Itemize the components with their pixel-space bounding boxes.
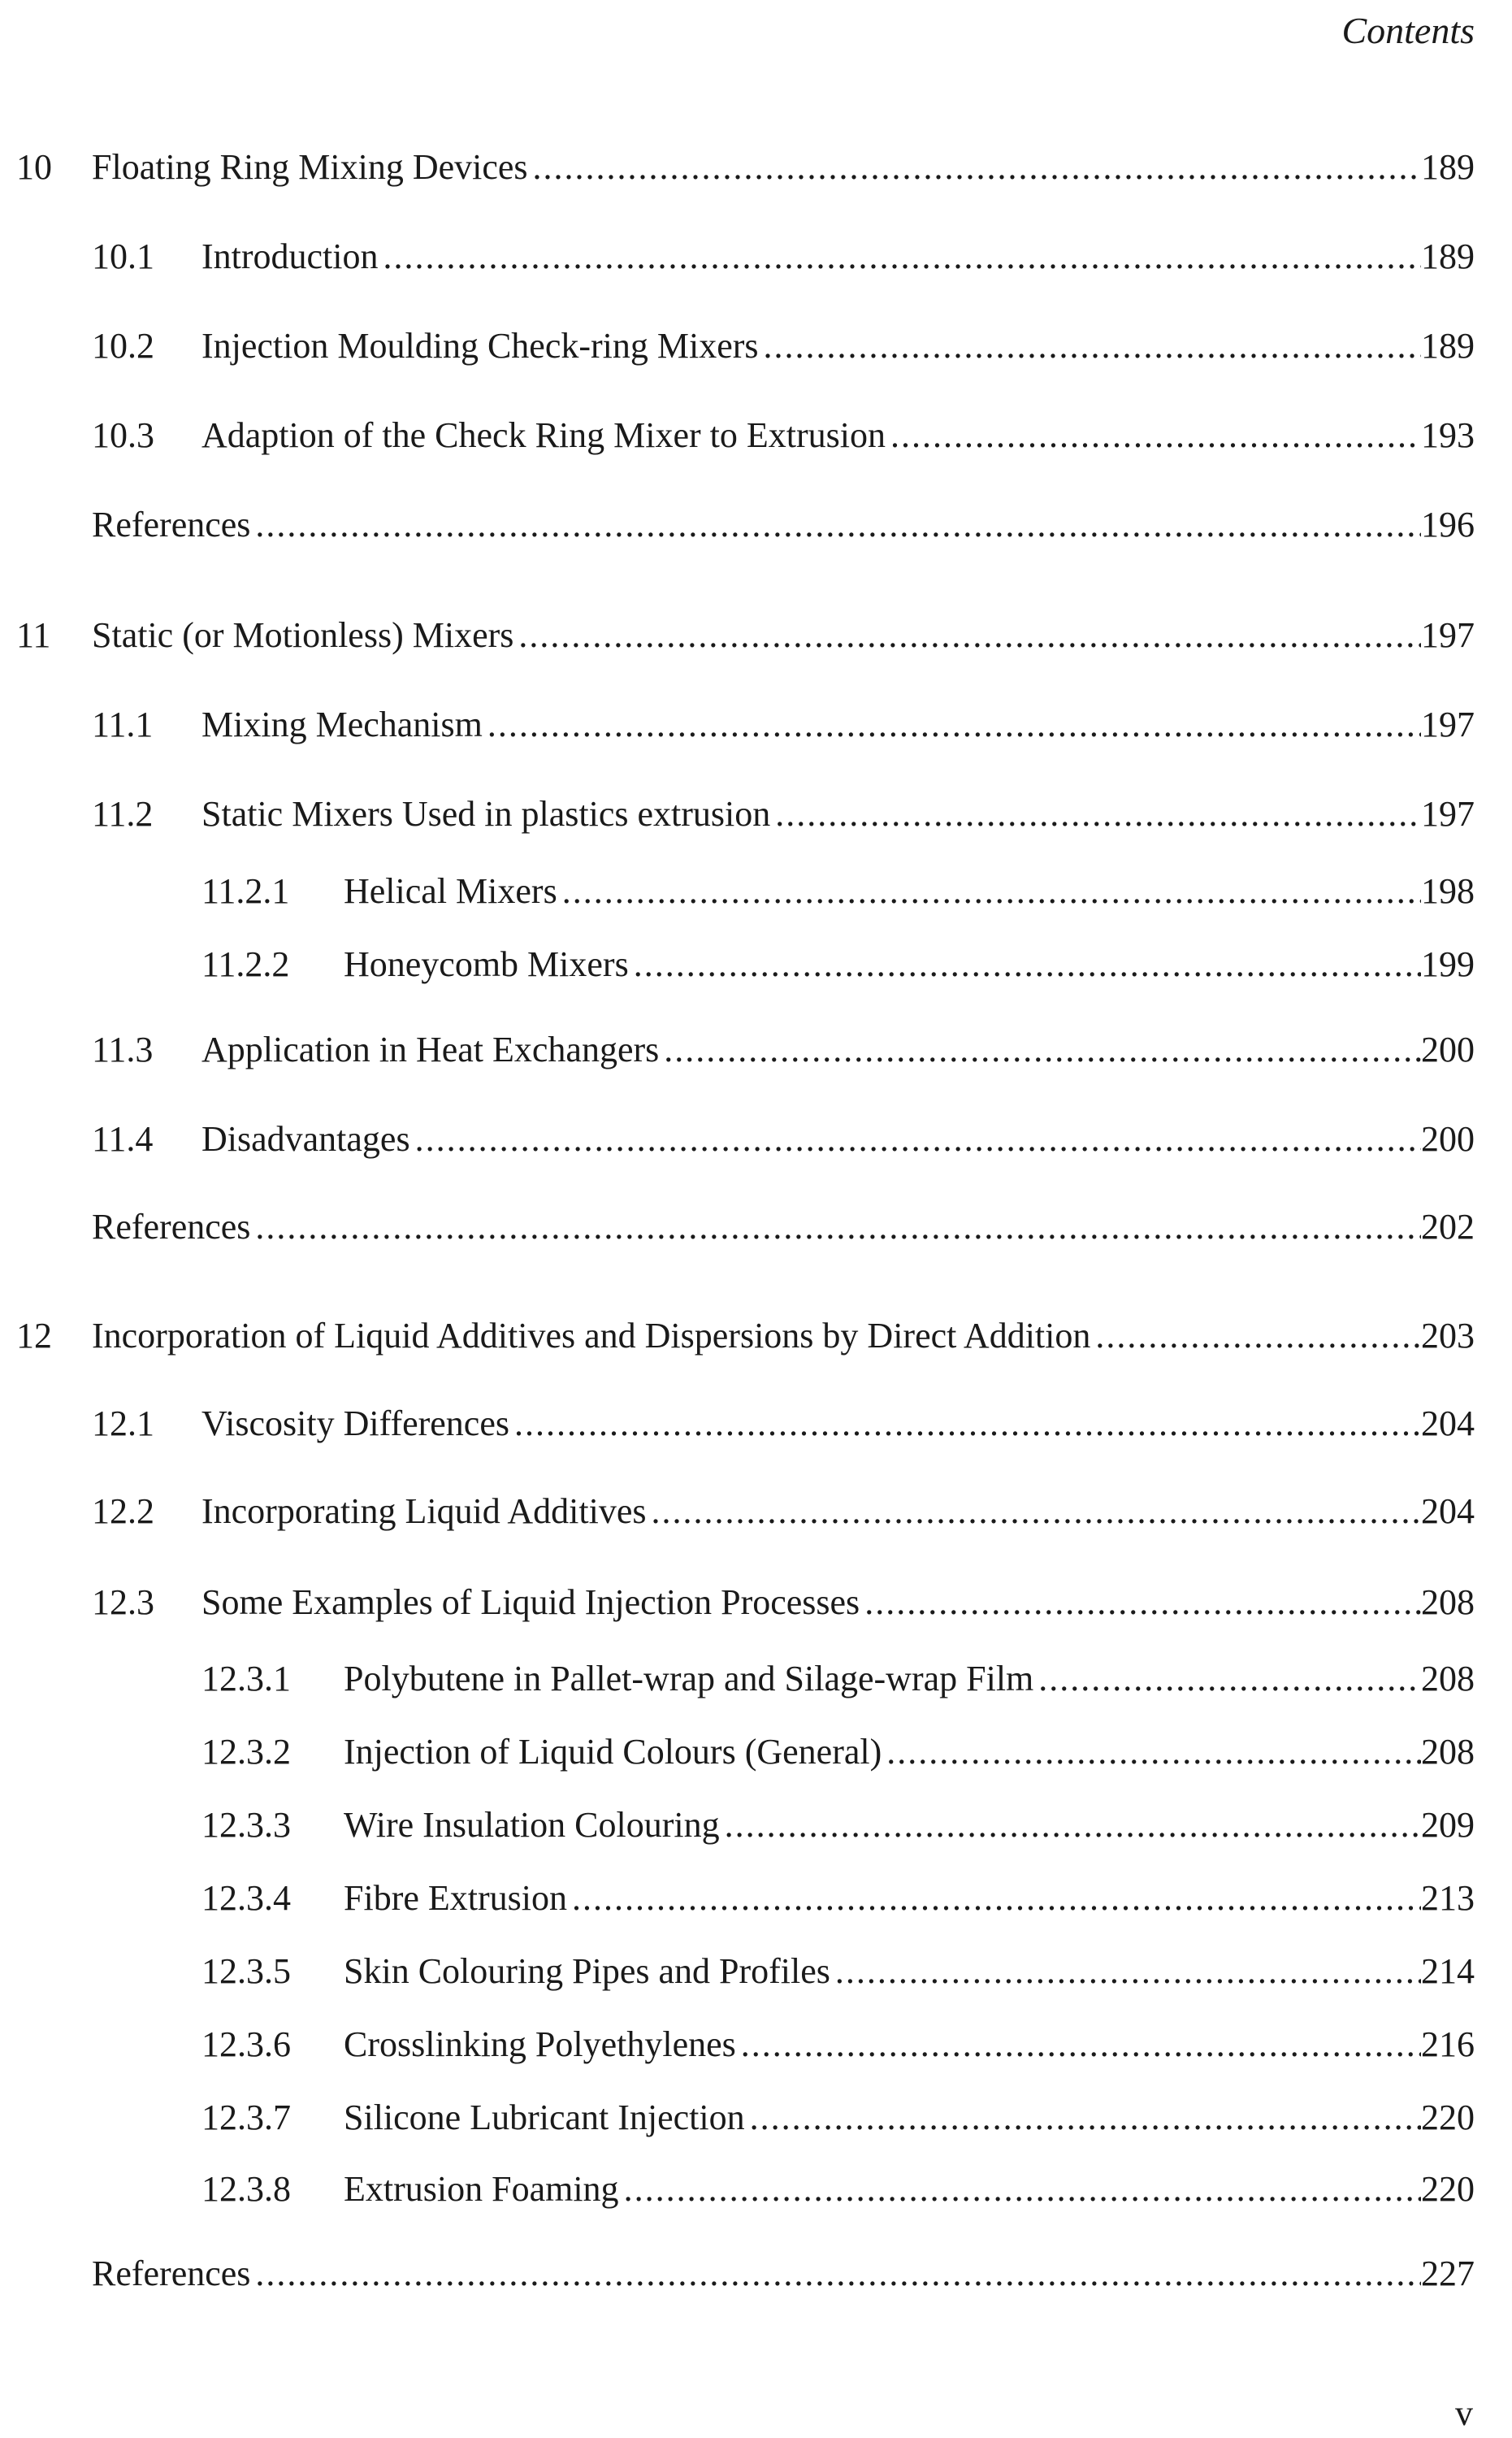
toc-entry-title[interactable]: Some Examples of Liquid Injection Processes xyxy=(201,1582,860,1622)
toc-entry-number: 12.2 xyxy=(92,1491,154,1531)
toc-entry-title[interactable]: Adaption of the Check Ring Mixer to Extrusion xyxy=(201,415,886,455)
toc-entry-page-number[interactable]: 208 xyxy=(1421,1582,1475,1622)
toc-entry-line xyxy=(92,1312,1475,1360)
toc-entry-line xyxy=(201,1487,1475,1536)
running-head: Contents xyxy=(1341,10,1475,51)
toc-entry-line xyxy=(201,322,1475,371)
toc-entry-number: 11.2.1 xyxy=(201,871,290,911)
toc-entry-line xyxy=(201,411,1475,460)
toc-entry-title[interactable]: Application in Heat Exchangers xyxy=(201,1030,660,1069)
toc-entry-line xyxy=(92,1203,1475,1252)
dot-leader xyxy=(886,1728,1421,1776)
toc-entry-line xyxy=(92,143,1475,192)
dot-leader xyxy=(835,1947,1421,1996)
toc-entry[interactable] xyxy=(0,2165,1475,2214)
toc-entry-number: 11.2.2 xyxy=(201,944,290,984)
toc-entry-page-number[interactable]: 197 xyxy=(1421,794,1475,834)
toc-entry-page-number[interactable]: 204 xyxy=(1421,1491,1475,1531)
toc-entry-line xyxy=(201,1026,1475,1074)
toc-entry[interactable] xyxy=(0,1115,1475,1164)
toc-entry[interactable] xyxy=(0,1728,1475,1776)
dot-leader xyxy=(864,1578,1421,1627)
dot-leader xyxy=(514,1399,1421,1448)
toc-entry-line xyxy=(344,867,1475,916)
toc-entry-page-number[interactable]: 227 xyxy=(1421,2254,1475,2293)
toc-entry-page-number[interactable]: 189 xyxy=(1421,236,1475,276)
toc-entry-page-number[interactable]: 199 xyxy=(1421,944,1475,984)
toc-entry-line xyxy=(344,1728,1475,1776)
toc-entry-page-number[interactable]: 189 xyxy=(1421,147,1475,187)
toc-entry-title[interactable]: Floating Ring Mixing Devices xyxy=(92,147,528,187)
toc-entry-number: 12.3.6 xyxy=(201,2024,291,2064)
toc-entry-title[interactable]: Static Mixers Used in plastics extrusion xyxy=(201,794,771,834)
toc-entry-page-number[interactable]: 220 xyxy=(1421,2169,1475,2209)
toc-entry-page-number[interactable]: 196 xyxy=(1421,505,1475,544)
toc-entry[interactable] xyxy=(0,701,1475,749)
toc-entry-page-number[interactable]: 197 xyxy=(1421,705,1475,744)
toc-entry-title[interactable]: Injection Moulding Check-ring Mixers xyxy=(201,326,759,366)
toc-entry-number: 10.3 xyxy=(92,415,154,455)
toc-entry-title[interactable]: Skin Colouring Pipes and Profiles xyxy=(344,1951,830,1991)
toc-entry-page-number[interactable]: 200 xyxy=(1421,1119,1475,1159)
toc-entry-title[interactable]: Crosslinking Polyethylenes xyxy=(344,2024,736,2064)
toc-entry-page-number[interactable]: 193 xyxy=(1421,415,1475,455)
toc-entry-title[interactable]: Static (or Motionless) Mixers xyxy=(92,615,514,655)
toc-entry-title[interactable]: Polybutene in Pallet-wrap and Silage-wrap Film xyxy=(344,1659,1034,1698)
dot-leader xyxy=(487,701,1421,749)
toc-entry-page-number[interactable]: 198 xyxy=(1421,871,1475,911)
toc-entry-page-number[interactable]: 204 xyxy=(1421,1403,1475,1443)
toc-entry-line xyxy=(201,1578,1475,1627)
toc-entry-title[interactable]: Silicone Lubricant Injection xyxy=(344,2097,745,2137)
toc-entry-title[interactable]: Incorporation of Liquid Additives and Dispersions by Direct Addition xyxy=(92,1316,1091,1356)
toc-entry-title[interactable]: Disadvantages xyxy=(201,1119,410,1159)
dot-leader xyxy=(518,611,1421,660)
toc-references-entry[interactable] xyxy=(0,501,1475,549)
dot-leader xyxy=(775,790,1421,839)
toc-entry-number: 12.1 xyxy=(92,1403,154,1443)
toc-entry-line xyxy=(201,701,1475,749)
dot-leader xyxy=(750,2093,1421,2142)
toc-entry-line xyxy=(201,1115,1475,1164)
dot-leader xyxy=(415,1115,1421,1164)
dot-leader xyxy=(255,2249,1421,2298)
toc-entry-number: 12.3.5 xyxy=(201,1951,291,1991)
toc-entry[interactable] xyxy=(0,940,1475,989)
toc-entry-number: 12.3.4 xyxy=(201,1878,291,1918)
toc-entry-line xyxy=(92,611,1475,660)
toc-entry[interactable] xyxy=(0,2093,1475,2142)
toc-entry[interactable] xyxy=(0,2020,1475,2069)
toc-entry[interactable] xyxy=(0,1801,1475,1850)
toc-entry-number: 12.3.1 xyxy=(201,1659,291,1698)
toc-entry[interactable] xyxy=(0,1026,1475,1074)
dot-leader xyxy=(572,1874,1421,1923)
toc-entry-number: 12.3.7 xyxy=(201,2097,291,2137)
toc-entry-title[interactable]: Incorporating Liquid Additives xyxy=(201,1491,647,1531)
toc-entry[interactable] xyxy=(0,1874,1475,1923)
toc-entry-title[interactable]: References xyxy=(92,1207,251,1247)
toc-entry[interactable] xyxy=(0,1947,1475,1996)
dot-leader xyxy=(255,501,1421,549)
dot-leader xyxy=(624,2165,1421,2214)
dot-leader xyxy=(741,2020,1421,2069)
toc-entry-title[interactable]: Viscosity Differences xyxy=(201,1403,509,1443)
dot-leader xyxy=(1038,1655,1421,1703)
dot-leader xyxy=(533,143,1421,192)
toc-entry-number: 12 xyxy=(16,1316,52,1356)
toc-entry[interactable] xyxy=(0,1399,1475,1448)
toc-entry-line xyxy=(344,940,1475,989)
toc-entry-number: 12.3.2 xyxy=(201,1732,291,1772)
toc-entry-page-number[interactable]: 214 xyxy=(1421,1951,1475,1991)
toc-entry-number: 11 xyxy=(16,615,51,655)
toc-entry-page-number[interactable]: 220 xyxy=(1421,2097,1475,2137)
dot-leader xyxy=(725,1801,1421,1850)
toc-entry-page-number[interactable]: 189 xyxy=(1421,326,1475,366)
toc-entry-number: 11.4 xyxy=(92,1119,154,1159)
toc-entry[interactable] xyxy=(0,1487,1475,1536)
toc-entry-title[interactable]: Injection of Liquid Colours (General) xyxy=(344,1732,882,1772)
dot-leader xyxy=(890,411,1421,460)
dot-leader xyxy=(651,1487,1421,1536)
toc-entry[interactable] xyxy=(0,1578,1475,1627)
toc-entry-title[interactable]: Extrusion Foaming xyxy=(344,2169,619,2209)
toc-entry-number: 10.2 xyxy=(92,326,154,366)
toc-entry-page-number[interactable]: 203 xyxy=(1421,1316,1475,1356)
toc-entry-line xyxy=(92,2249,1475,2298)
toc-entry-line xyxy=(344,2020,1475,2069)
toc-entry-number: 12.3.8 xyxy=(201,2169,291,2209)
toc-entry-page-number[interactable]: 200 xyxy=(1421,1030,1475,1069)
toc-entry-number: 11.1 xyxy=(92,705,154,744)
toc-entry[interactable] xyxy=(0,322,1475,371)
dot-leader xyxy=(562,867,1421,916)
dot-leader xyxy=(1095,1312,1421,1360)
dot-leader xyxy=(634,940,1421,989)
page-folio: v xyxy=(1455,2393,1473,2433)
dot-leader xyxy=(664,1026,1421,1074)
dot-leader xyxy=(764,322,1421,371)
toc-entry[interactable] xyxy=(0,867,1475,916)
toc-entry-title[interactable]: Mixing Mechanism xyxy=(201,705,483,744)
toc-references-entry[interactable] xyxy=(0,2249,1475,2298)
toc-entry-page-number[interactable]: 208 xyxy=(1421,1732,1475,1772)
toc-entry-title[interactable]: Fibre Extrusion xyxy=(344,1878,567,1918)
toc-entry-line xyxy=(201,232,1475,281)
toc-entry-line xyxy=(344,1801,1475,1850)
toc-entry-line xyxy=(344,2165,1475,2214)
toc-entry-line xyxy=(344,2093,1475,2142)
toc-entry[interactable] xyxy=(0,143,1475,192)
toc-entry-page-number[interactable]: 197 xyxy=(1421,615,1475,655)
toc-entry-page-number[interactable]: 216 xyxy=(1421,2024,1475,2064)
toc-entry[interactable] xyxy=(0,790,1475,839)
toc-entry-title[interactable]: References xyxy=(92,505,251,544)
toc-entry[interactable] xyxy=(0,232,1475,281)
toc-entry-line xyxy=(92,501,1475,549)
toc-entry-title[interactable]: Wire Insulation Colouring xyxy=(344,1805,720,1845)
toc-entry[interactable] xyxy=(0,411,1475,460)
dot-leader xyxy=(255,1203,1421,1252)
toc-entry-number: 10.1 xyxy=(92,236,154,276)
toc-entry[interactable] xyxy=(0,611,1475,660)
toc-entry-number: 11.3 xyxy=(92,1030,154,1069)
toc-entry-page-number[interactable]: 208 xyxy=(1421,1659,1475,1698)
toc-entry-number: 11.2 xyxy=(92,794,154,834)
toc-entry-line xyxy=(201,1399,1475,1448)
toc-references-entry[interactable] xyxy=(0,1203,1475,1252)
toc-entry-number: 12.3.3 xyxy=(201,1805,291,1845)
toc-entry[interactable] xyxy=(0,1655,1475,1703)
toc-entry-line xyxy=(344,1655,1475,1703)
toc-entry-title[interactable]: References xyxy=(92,2254,251,2293)
toc-entry-line xyxy=(344,1874,1475,1923)
dot-leader xyxy=(383,232,1421,281)
toc-entry-page-number[interactable]: 209 xyxy=(1421,1805,1475,1845)
toc-entry-line xyxy=(201,790,1475,839)
toc-entry-number: 12.3 xyxy=(92,1582,154,1622)
toc-entry-page-number[interactable]: 202 xyxy=(1421,1207,1475,1247)
toc-entry-title[interactable]: Helical Mixers xyxy=(344,871,557,911)
toc-entry-page-number[interactable]: 213 xyxy=(1421,1878,1475,1918)
toc-entry-number: 10 xyxy=(16,147,52,187)
toc-entry-title[interactable]: Honeycomb Mixers xyxy=(344,944,629,984)
toc-entry-title[interactable]: Introduction xyxy=(201,236,379,276)
toc-entry[interactable] xyxy=(0,1312,1475,1360)
toc-entry-line xyxy=(344,1947,1475,1996)
